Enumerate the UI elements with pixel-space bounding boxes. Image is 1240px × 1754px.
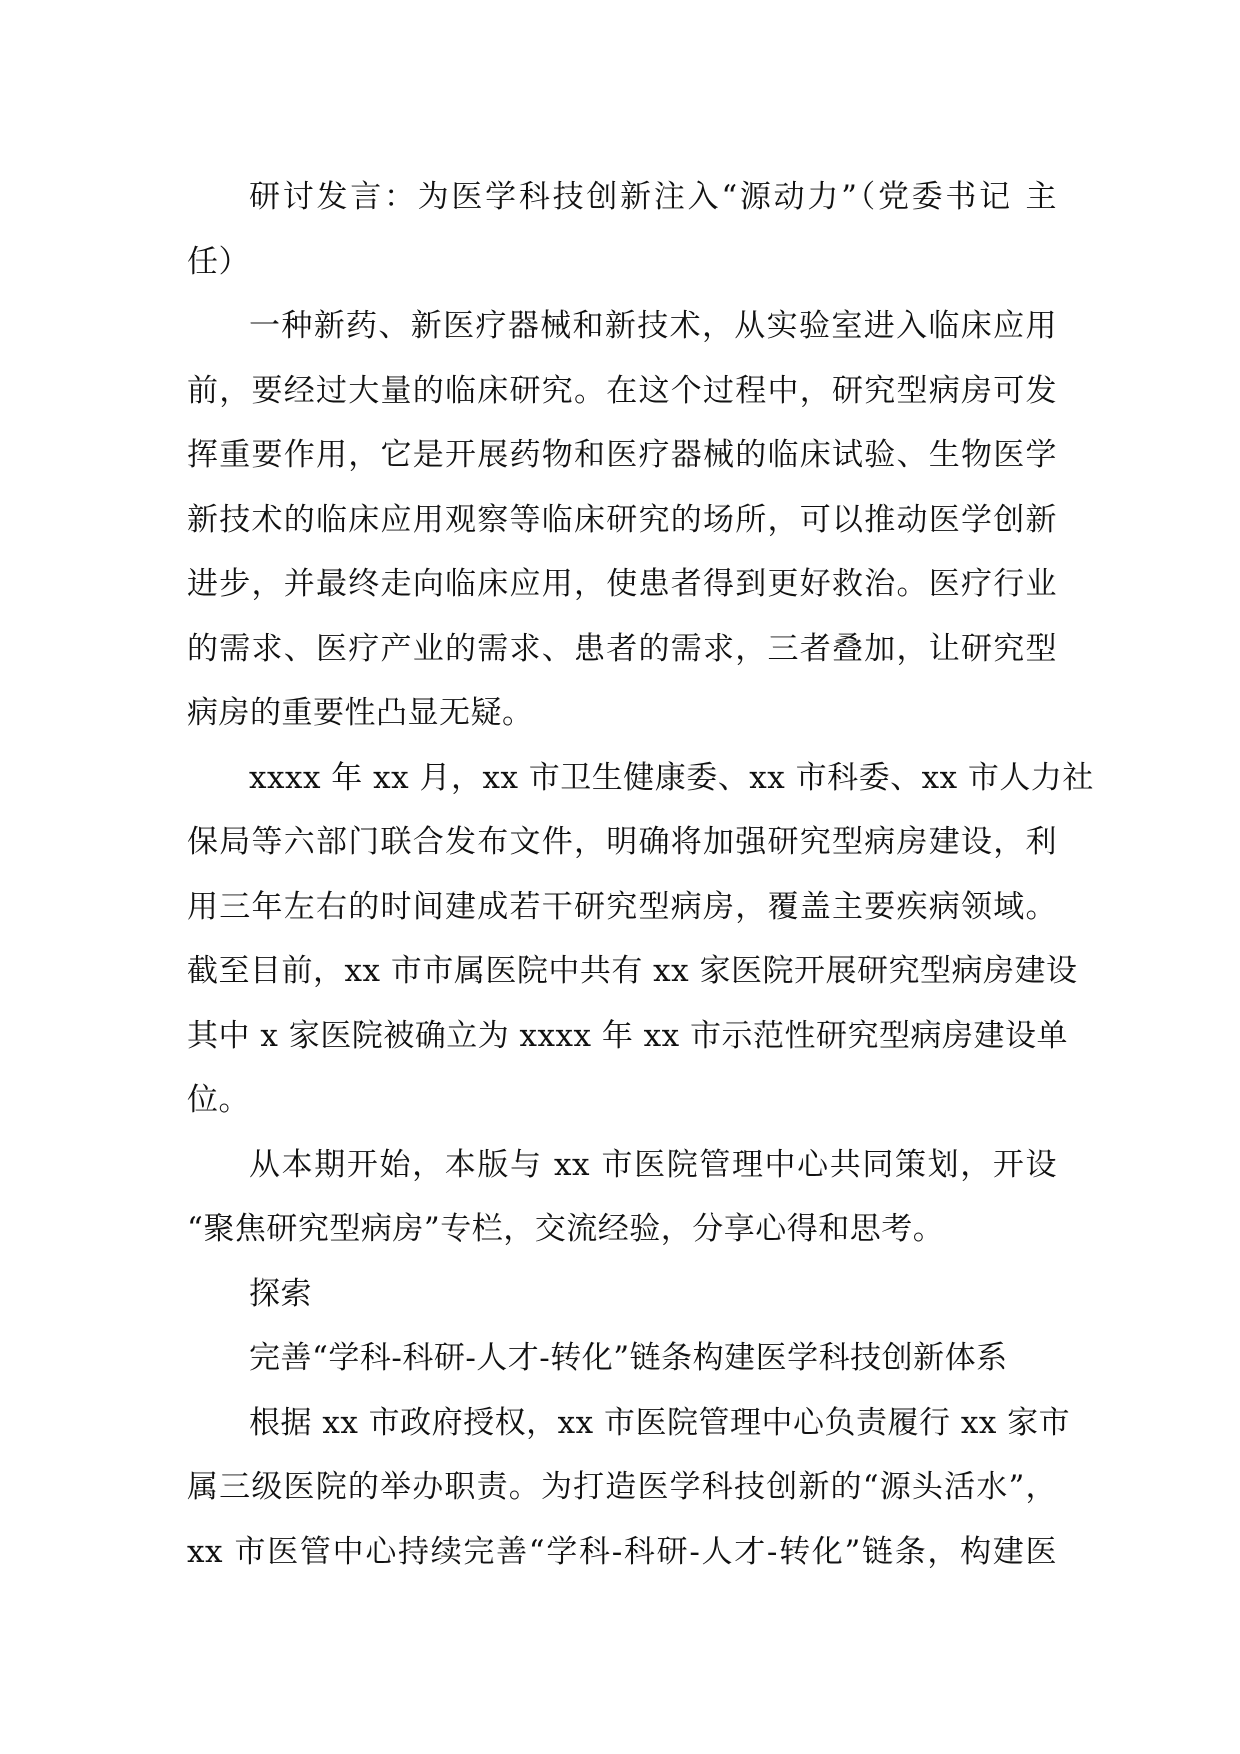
paragraph-line: 进步，并最终走向临床应用，使患者得到更好救治。医疗行业 — [187, 566, 1057, 602]
section-subheading-text: 完善“学科-科研-人才-转化”链条构建医学科技创新体系 — [249, 1340, 1008, 1376]
paragraph-line: 一种新药、新医疗器械和新技术，从实验室进入临床应用 — [249, 308, 1057, 344]
section-subheading — [187, 1326, 1057, 1391]
paragraph-line: 其中 x 家医院被确立为 xxxx 年 xx 市示范性研究型病房建设单 — [187, 1017, 1069, 1054]
paragraph-line: 位。 — [187, 1082, 250, 1118]
paragraph-line: 前，要经过大量的临床研究。在这个过程中，研究型病房可发 — [187, 372, 1057, 409]
document-title — [187, 165, 1057, 294]
paragraph — [187, 1133, 1057, 1262]
paragraph-line: 新技术的临床应用观察等临床研究的场所，可以推动医学创新 — [187, 501, 1057, 538]
section-heading-text: 探索 — [249, 1275, 312, 1312]
paragraph-line: xxxx 年 xx 月，xx 市卫生健康委、xx 市科委、xx 市人力社 — [249, 759, 1094, 796]
paragraph-line: “聚焦研究型病房”专栏，交流经验，分享心得和思考。 — [187, 1211, 945, 1247]
paragraph-line: 从本期开始，本版与 xx 市医院管理中心共同策划，开设 — [249, 1146, 1057, 1183]
paragraph-line: 用三年左右的时间建成若干研究型病房，覆盖主要疾病领域。 — [187, 888, 1057, 925]
paragraph-line: 病房的重要性凸显无疑。 — [187, 695, 534, 731]
paragraph-line: 保局等六部门联合发布文件，明确将加强研究型病房建设，利 — [187, 824, 1057, 860]
paragraph — [187, 1391, 1071, 1585]
paragraph-line: 的需求、医疗产业的需求、患者的需求，三者叠加，让研究型 — [187, 630, 1057, 667]
paragraph-line: 截至目前，xx 市市属医院中共有 xx 家医院开展研究型病房建设 — [187, 953, 1078, 989]
paragraph-line: xx 市医管中心持续完善“学科-科研-人才-转化”链条，构建医 — [187, 1533, 1058, 1570]
paragraph — [187, 746, 1094, 1133]
paragraph — [187, 294, 1057, 746]
section-heading — [187, 1262, 1057, 1327]
paragraph-line: 挥重要作用，它是开展药物和医疗器械的临床试验、生物医学 — [187, 437, 1057, 473]
document-body — [187, 165, 1094, 1584]
paragraph-line: 根据 xx 市政府授权，xx 市医院管理中心负责履行 xx 家市 — [249, 1404, 1071, 1441]
title-line: 任） — [187, 243, 250, 280]
paragraph-line: 属三级医院的举办职责。为打造医学科技创新的“源头活水”， — [187, 1469, 1057, 1505]
title-line: 研讨发言：为医学科技创新注入“源动力”（党委书记 主 — [249, 179, 1057, 215]
